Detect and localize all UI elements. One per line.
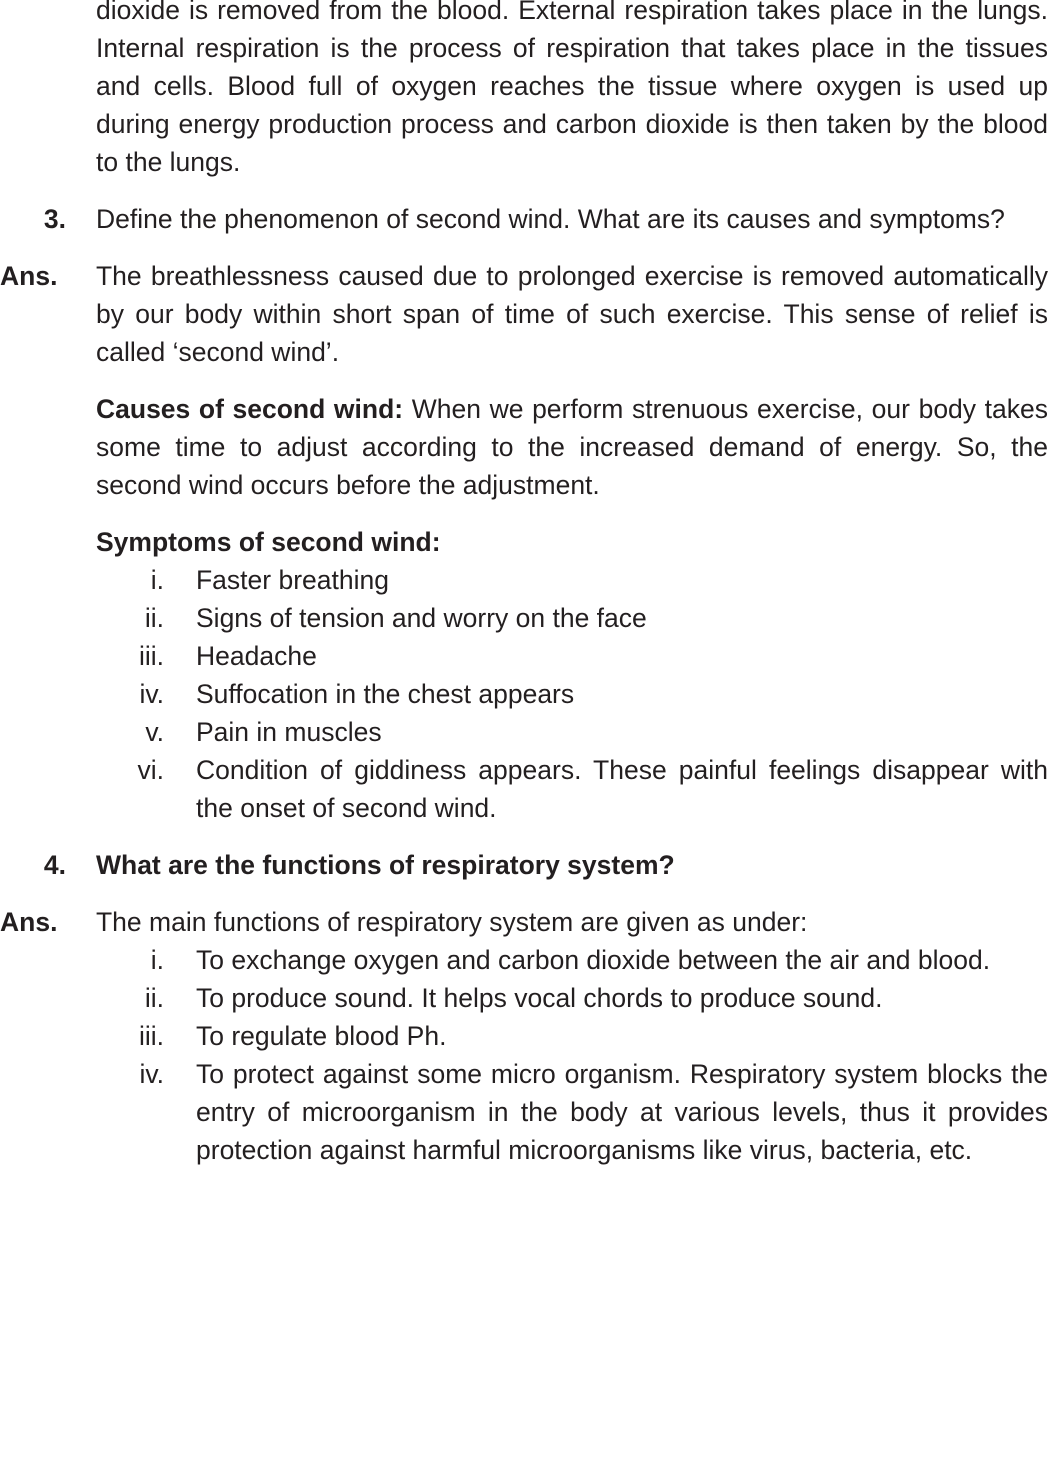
list-item-text: Pain in muscles (196, 717, 382, 747)
list-item (0, 941, 1051, 979)
symptoms-heading: Symptoms of second wind: (96, 527, 441, 557)
list-item-text: To produce sound. It helps vocal chords to produce sound. (196, 983, 883, 1013)
list-item-number: ii. (144, 983, 164, 1013)
causes-heading: Causes of second wind: (96, 394, 404, 424)
answer-4 (0, 903, 1051, 941)
list-item-number: iii. (138, 1021, 164, 1051)
list-item (0, 1055, 1051, 1169)
answer-label: Ans. (0, 907, 58, 937)
question-number: 4. (43, 850, 66, 880)
list-item-text: Headache (196, 641, 317, 671)
list-item-text: To regulate blood Ph. (196, 1021, 447, 1051)
list-item (0, 751, 1051, 827)
question-4 (0, 846, 1051, 884)
list-item (0, 675, 1051, 713)
answer-label: Ans. (0, 261, 58, 291)
list-item-number: v. (145, 717, 164, 747)
list-item-number: ii. (144, 603, 164, 633)
answer-text: The breathlessness caused due to prolonged exercise is removed automatically by our body within short span of time of such exercise. This sense of relief is called ‘second wind’. (96, 261, 1048, 367)
list-item (0, 637, 1051, 675)
list-item-number: iv. (139, 679, 164, 709)
list-item-text: Condition of giddiness appears. These painful feelings disappear with the onset of second wind. (196, 755, 1048, 823)
list-item-text: Faster breathing (196, 565, 389, 595)
answer-text: The main functions of respiratory system are given as under: (96, 907, 808, 937)
list-item-number: iii. (138, 641, 164, 671)
answer-3 (0, 257, 1051, 371)
list-item-number: vi. (137, 755, 164, 785)
question-text: Define the phenomenon of second wind. What are its causes and symptoms? (96, 204, 1005, 234)
question-number: 3. (43, 204, 66, 234)
list-item (0, 1017, 1051, 1055)
intro-paragraph: dioxide is removed from the blood. External respiration takes place in the lungs. Internal respiration is the process of respiration that takes place in the tissues and cells. Blood full of oxygen reaches the tissue where oxygen is used up during energy production process and carbon dioxide is then taken by the blood to the lungs. (96, 0, 1048, 177)
question-3 (0, 200, 1051, 238)
list-item-number: i. (150, 565, 164, 595)
list-item (0, 599, 1051, 637)
list-item-text: To exchange oxygen and carbon dioxide between the air and blood. (196, 945, 991, 975)
list-item-number: i. (150, 945, 164, 975)
list-item-text: Suffocation in the chest appears (196, 679, 575, 709)
list-item-text: Signs of tension and worry on the face (196, 603, 647, 633)
list-item (0, 561, 1051, 599)
list-item-text: To protect against some micro organism. Respiratory system blocks the entry of microorganism in the body at various levels, thus it provides protection against harmful microorganisms like virus, bacteria, etc. (196, 1059, 1048, 1165)
list-item (0, 979, 1051, 1017)
list-item-number: iv. (139, 1059, 164, 1089)
list-item (0, 713, 1051, 751)
causes-paragraph (0, 390, 1051, 504)
causes-text: When we perform strenuous exercise, our body takes some time to adjust according to the increased demand of energy. So, the second wind occurs before the adjustment. (96, 394, 1049, 500)
question-text: What are the functions of respiratory system? (96, 850, 675, 880)
